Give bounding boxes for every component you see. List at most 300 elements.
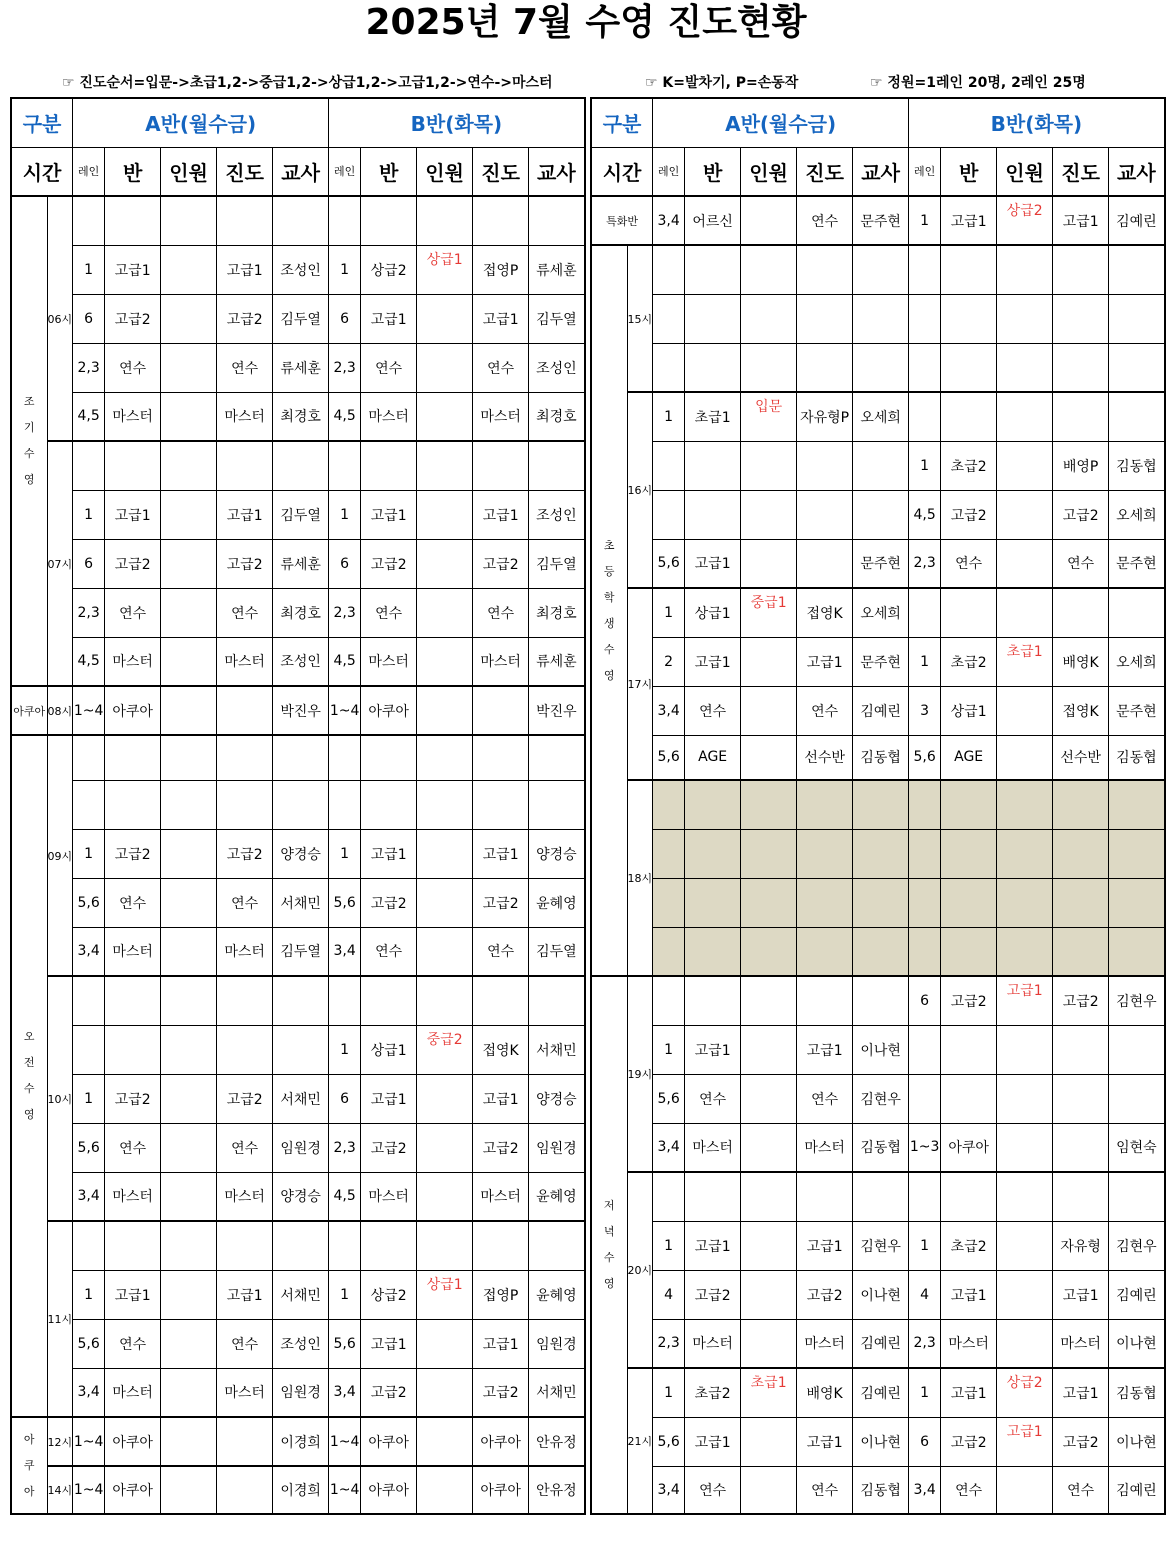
right-a-class-cell: 마스터	[685, 1319, 741, 1368]
time-21: 21시	[627, 1368, 653, 1514]
right-a-lane-cell: 3,4	[653, 1123, 685, 1172]
schedule-table-left	[10, 97, 586, 1515]
left-a-progress-cell	[217, 1221, 273, 1270]
left-b-members-cell	[417, 1466, 473, 1514]
left-a-lane-cell: 1~4	[73, 1466, 105, 1514]
table-row	[591, 1074, 1165, 1123]
left-a-lane-cell: 1	[73, 245, 105, 294]
right-b-teacher-cell: 오세희	[1109, 490, 1165, 539]
right-b-members-cell	[997, 927, 1053, 976]
left-a-teacher-cell	[273, 735, 329, 780]
left-b-teacher-cell: 박진우	[529, 686, 585, 735]
left-b-lane-cell: 1	[329, 490, 361, 539]
left-a-teacher-cell: 조성인	[273, 1319, 329, 1368]
right-b-class-cell	[941, 1172, 997, 1221]
right-b-progress-cell: 고급2	[1053, 490, 1109, 539]
right-b-progress-header: 진도	[1053, 147, 1109, 196]
left-a-teacher-cell	[273, 1221, 329, 1270]
right-b-members-cell	[997, 637, 1053, 686]
right-a-teacher-cell	[853, 780, 909, 829]
right-a-lane-cell: 1	[653, 588, 685, 637]
right-a-class-cell: 연수	[685, 1466, 741, 1514]
right-b-teacher-header: 교사	[1109, 147, 1165, 196]
right-b-class-cell: 고급2	[941, 1417, 997, 1466]
category-elementary-swim: 초 등 학 생 수 영	[591, 245, 627, 976]
left-b-lane-cell: 6	[329, 1074, 361, 1123]
left-a-class-header: A반(월수금)	[73, 98, 329, 147]
left-a-progress-cell: 마스터	[217, 1172, 273, 1221]
left-a-members-cell	[161, 829, 217, 878]
right-b-members-cell	[997, 1172, 1053, 1221]
left-b-class-cell: 상급1	[361, 1025, 417, 1074]
left-b-members-cell	[417, 1270, 473, 1319]
left-a-members-cell	[161, 1221, 217, 1270]
category-aqua-08: 아쿠아	[11, 686, 47, 735]
left-b-class-cell	[361, 196, 417, 245]
right-b-progress-cell: 마스터	[1053, 1319, 1109, 1368]
table-row	[591, 490, 1165, 539]
left-b-members-cell	[417, 1025, 473, 1074]
right-b-teacher-cell: 김동협	[1109, 1368, 1165, 1417]
category-special: 특화반	[591, 196, 653, 245]
left-a-class-cell: 고급2	[105, 294, 161, 343]
right-b-progress-cell: 연수	[1053, 539, 1109, 588]
left-b-progress-cell: 아쿠아	[473, 1417, 529, 1466]
right-b-teacher-cell: 김현우	[1109, 1221, 1165, 1270]
right-b-class-cell: 초급2	[941, 441, 997, 490]
left-b-members-cell	[417, 686, 473, 735]
table-row	[591, 343, 1165, 392]
right-b-progress-cell: 고급1	[1053, 1368, 1109, 1417]
left-b-class-cell: 고급1	[361, 294, 417, 343]
table-row	[591, 441, 1165, 490]
right-b-lane-cell: 2,3	[909, 1319, 941, 1368]
right-a-progress-cell: 연수	[797, 1074, 853, 1123]
right-b-class-cell	[941, 343, 997, 392]
right-a-teacher-cell: 김동협	[853, 1466, 909, 1514]
right-b-teacher-cell	[1109, 1025, 1165, 1074]
left-a-members-cell	[161, 637, 217, 686]
left-a-teacher-cell: 조성인	[273, 245, 329, 294]
left-b-progress-cell: 연수	[473, 927, 529, 976]
left-b-progress-cell	[473, 780, 529, 829]
right-a-members-cell	[741, 1466, 797, 1514]
right-a-lane-cell	[653, 343, 685, 392]
right-b-progress-cell	[1053, 1074, 1109, 1123]
left-a-members-cell	[161, 490, 217, 539]
right-a-progress-cell	[797, 1172, 853, 1221]
right-b-class-cell	[941, 1074, 997, 1123]
table-row	[11, 392, 585, 441]
left-a-progress-cell: 마스터	[217, 392, 273, 441]
right-a-class-cell: 고급2	[685, 1270, 741, 1319]
right-b-lane-cell: 6	[909, 976, 941, 1025]
right-b-members-cell	[997, 245, 1053, 294]
left-b-teacher-cell	[529, 976, 585, 1025]
left-b-members-cell	[417, 245, 473, 294]
time-17: 17시	[627, 588, 653, 780]
left-b-lane-header: 레인	[329, 147, 361, 196]
right-a-teacher-cell: 김현우	[853, 1221, 909, 1270]
left-b-members-cell	[417, 490, 473, 539]
left-b-teacher-cell: 안유정	[529, 1466, 585, 1514]
left-b-teacher-cell	[529, 196, 585, 245]
left-b-teacher-cell: 윤혜영	[529, 878, 585, 927]
table-row	[591, 1172, 1165, 1221]
left-b-progress-cell: 고급2	[473, 878, 529, 927]
table-row	[11, 829, 585, 878]
right-b-teacher-cell: 김예린	[1109, 1270, 1165, 1319]
right-b-class-cell: 마스터	[941, 1319, 997, 1368]
right-a-lane-header: 레인	[653, 147, 685, 196]
left-a-members-cell	[161, 245, 217, 294]
left-b-teacher-cell: 임원경	[529, 1319, 585, 1368]
left-b-lane-cell: 6	[329, 539, 361, 588]
right-a-members-cell	[741, 588, 797, 637]
right-a-lane-cell: 1	[653, 1368, 685, 1417]
table-row	[591, 780, 1165, 829]
left-b-class-cell: 고급2	[361, 1368, 417, 1417]
table-row	[11, 1221, 585, 1270]
right-a-progress-cell	[797, 294, 853, 343]
right-a-teacher-cell	[853, 343, 909, 392]
left-b-members-cell	[417, 780, 473, 829]
left-a-progress-cell: 연수	[217, 1319, 273, 1368]
right-b-lane-cell	[909, 1025, 941, 1074]
left-b-class-cell: 상급2	[361, 245, 417, 294]
table-row	[11, 1466, 585, 1514]
right-a-teacher-cell	[853, 490, 909, 539]
right-b-members-cell	[997, 196, 1053, 245]
time-06: 06시	[47, 196, 73, 441]
left-a-class-cell	[105, 735, 161, 780]
right-b-progress-cell: 배영K	[1053, 637, 1109, 686]
table-row	[11, 780, 585, 829]
left-a-class-cell	[105, 196, 161, 245]
right-a-progress-cell: 연수	[797, 686, 853, 735]
left-a-lane-cell: 1	[73, 1074, 105, 1123]
left-b-teacher-cell: 김두열	[529, 927, 585, 976]
right-b-lane-cell	[909, 1172, 941, 1221]
table-row	[591, 196, 1165, 245]
left-b-progress-cell: 접영P	[473, 1270, 529, 1319]
left-b-lane-cell: 2,3	[329, 588, 361, 637]
left-a-progress-cell	[217, 686, 273, 735]
right-b-lane-cell	[909, 588, 941, 637]
table-row	[11, 588, 585, 637]
right-a-progress-header: 진도	[797, 147, 853, 196]
right-b-class-cell	[941, 780, 997, 829]
right-a-progress-cell: 접영K	[797, 588, 853, 637]
table-row	[591, 976, 1165, 1025]
right-b-teacher-cell: 이나현	[1109, 1417, 1165, 1466]
right-b-progress-cell	[1053, 588, 1109, 637]
right-a-teacher-cell: 이나현	[853, 1417, 909, 1466]
left-b-teacher-cell: 임원경	[529, 1123, 585, 1172]
left-a-progress-cell	[217, 441, 273, 490]
left-a-teacher-cell: 양경승	[273, 1172, 329, 1221]
right-b-class-cell: 연수	[941, 539, 997, 588]
left-a-progress-cell	[217, 1417, 273, 1466]
table-row	[591, 637, 1165, 686]
right-a-teacher-cell	[853, 976, 909, 1025]
table-row	[11, 686, 585, 735]
right-a-class-cell: 마스터	[685, 1123, 741, 1172]
left-a-progress-cell: 연수	[217, 343, 273, 392]
left-b-members-cell	[417, 441, 473, 490]
left-a-members-cell	[161, 441, 217, 490]
left-b-teacher-cell: 최경호	[529, 588, 585, 637]
right-b-members-cell	[997, 294, 1053, 343]
left-b-progress-cell: 연수	[473, 588, 529, 637]
left-a-class-cell: 연수	[105, 588, 161, 637]
left-a-teacher-cell: 이경희	[273, 1466, 329, 1514]
time-12: 12시	[47, 1417, 73, 1466]
right-a-members-cell	[741, 1172, 797, 1221]
right-a-members-cell	[741, 686, 797, 735]
right-b-class-header: B반(화목)	[909, 98, 1165, 147]
left-a-lane-cell: 4,5	[73, 637, 105, 686]
time-07: 07시	[47, 441, 73, 686]
member-note: 고급1	[1006, 983, 1043, 999]
left-b-teacher-cell: 최경호	[529, 392, 585, 441]
right-a-members-cell	[741, 1123, 797, 1172]
right-b-teacher-cell	[1109, 294, 1165, 343]
left-a-members-cell	[161, 1074, 217, 1123]
right-a-progress-cell: 고급2	[797, 1270, 853, 1319]
right-b-members-cell	[997, 686, 1053, 735]
left-b-class-cell: 고급2	[361, 539, 417, 588]
right-b-progress-cell	[1053, 927, 1109, 976]
left-a-class-cell: 고급1	[105, 490, 161, 539]
left-a-members-cell	[161, 1172, 217, 1221]
right-b-lane-cell	[909, 1074, 941, 1123]
right-b-members-cell	[997, 392, 1053, 441]
left-b-teacher-cell: 조성인	[529, 490, 585, 539]
left-a-teacher-cell: 김두열	[273, 294, 329, 343]
left-a-members-cell	[161, 196, 217, 245]
left-b-teacher-cell	[529, 780, 585, 829]
right-a-members-cell	[741, 735, 797, 780]
right-b-teacher-cell	[1109, 392, 1165, 441]
right-a-lane-cell: 5,6	[653, 735, 685, 780]
right-a-teacher-cell: 김예린	[853, 686, 909, 735]
right-b-lane-cell: 3	[909, 686, 941, 735]
left-a-progress-cell: 고급2	[217, 294, 273, 343]
left-a-members-cell	[161, 780, 217, 829]
table-row	[11, 294, 585, 343]
right-b-members-cell	[997, 735, 1053, 780]
right-b-progress-cell	[1053, 829, 1109, 878]
right-a-members-cell	[741, 343, 797, 392]
right-a-progress-cell: 마스터	[797, 1123, 853, 1172]
left-b-class-cell	[361, 780, 417, 829]
table-row	[591, 686, 1165, 735]
left-a-members-cell	[161, 392, 217, 441]
left-a-lane-cell: 1~4	[73, 686, 105, 735]
left-b-teacher-cell: 안유정	[529, 1417, 585, 1466]
left-a-members-cell	[161, 686, 217, 735]
table-row	[591, 392, 1165, 441]
table-row	[591, 1221, 1165, 1270]
right-a-class-header: 반	[685, 147, 741, 196]
left-a-teacher-cell: 박진우	[273, 686, 329, 735]
left-a-teacher-cell: 이경희	[273, 1417, 329, 1466]
right-b-teacher-cell: 이나현	[1109, 1319, 1165, 1368]
table-row	[591, 1319, 1165, 1368]
table-row	[11, 343, 585, 392]
right-a-members-cell	[741, 878, 797, 927]
table-row	[11, 735, 585, 780]
category-aqua: 아 쿠 아	[11, 1417, 47, 1514]
left-a-lane-cell: 3,4	[73, 927, 105, 976]
right-a-teacher-cell: 이나현	[853, 1270, 909, 1319]
left-a-members-header: 인원	[161, 147, 217, 196]
table-row	[591, 294, 1165, 343]
left-b-lane-cell: 1~4	[329, 1417, 361, 1466]
table-row	[591, 1270, 1165, 1319]
table-row	[591, 878, 1165, 927]
left-b-members-cell	[417, 829, 473, 878]
right-b-members-cell	[997, 1123, 1053, 1172]
right-a-members-cell	[741, 245, 797, 294]
member-note: 고급1	[1006, 1423, 1043, 1440]
left-a-progress-cell	[217, 976, 273, 1025]
right-a-class-cell: 상급1	[685, 588, 741, 637]
left-a-lane-cell	[73, 780, 105, 829]
left-a-teacher-cell: 양경승	[273, 829, 329, 878]
right-a-class-cell: 고급1	[685, 637, 741, 686]
left-a-lane-cell	[73, 976, 105, 1025]
left-b-teacher-cell: 양경승	[529, 829, 585, 878]
right-a-teacher-cell: 문주현	[853, 637, 909, 686]
left-a-members-cell	[161, 343, 217, 392]
left-b-progress-cell: 고급2	[473, 1123, 529, 1172]
legend-abbr: ☞ K=발차기, P=손동작	[645, 75, 799, 91]
left-b-teacher-cell: 서채민	[529, 1368, 585, 1417]
left-a-teacher-cell	[273, 976, 329, 1025]
left-b-class-cell: 연수	[361, 343, 417, 392]
left-a-progress-cell: 고급1	[217, 490, 273, 539]
left-b-lane-cell: 3,4	[329, 927, 361, 976]
left-a-lane-cell	[73, 1025, 105, 1074]
right-b-class-cell: 고급1	[941, 1270, 997, 1319]
right-b-class-cell: 고급2	[941, 490, 997, 539]
right-b-progress-cell: 고급1	[1053, 196, 1109, 245]
right-a-progress-cell: 연수	[797, 196, 853, 245]
left-b-class-header: B반(화목)	[329, 98, 585, 147]
right-a-class-cell	[685, 829, 741, 878]
left-a-members-cell	[161, 1025, 217, 1074]
right-b-members-cell	[997, 1025, 1053, 1074]
left-a-lane-cell: 3,4	[73, 1172, 105, 1221]
left-b-progress-cell: 마스터	[473, 392, 529, 441]
left-a-teacher-cell: 최경호	[273, 588, 329, 637]
table-row	[11, 539, 585, 588]
left-b-progress-cell	[473, 735, 529, 780]
right-a-class-cell	[685, 878, 741, 927]
right-b-teacher-cell	[1109, 245, 1165, 294]
left-b-lane-cell	[329, 196, 361, 245]
left-a-progress-cell: 연수	[217, 588, 273, 637]
right-a-teacher-cell	[853, 1172, 909, 1221]
left-b-teacher-cell	[529, 735, 585, 780]
left-a-members-cell	[161, 735, 217, 780]
left-b-progress-header: 진도	[473, 147, 529, 196]
left-a-members-cell	[161, 878, 217, 927]
right-b-class-cell: AGE	[941, 735, 997, 780]
right-b-members-cell	[997, 829, 1053, 878]
right-b-teacher-cell	[1109, 780, 1165, 829]
right-a-members-header: 인원	[741, 147, 797, 196]
left-b-class-cell: 아쿠아	[361, 686, 417, 735]
left-b-lane-cell	[329, 441, 361, 490]
right-a-members-cell	[741, 1319, 797, 1368]
left-b-progress-cell	[473, 686, 529, 735]
left-a-class-cell: 연수	[105, 1123, 161, 1172]
right-b-class-cell	[941, 588, 997, 637]
category-early-swim: 조 기 수 영	[11, 196, 47, 686]
right-b-lane-cell: 4	[909, 1270, 941, 1319]
right-a-lane-cell	[653, 829, 685, 878]
left-b-teacher-header: 교사	[529, 147, 585, 196]
right-b-lane-cell: 6	[909, 1417, 941, 1466]
right-a-class-cell	[685, 780, 741, 829]
right-a-members-cell	[741, 637, 797, 686]
left-b-teacher-cell: 류세훈	[529, 637, 585, 686]
left-a-lane-cell: 2,3	[73, 588, 105, 637]
right-a-teacher-cell: 김동협	[853, 1123, 909, 1172]
left-b-lane-cell: 1	[329, 245, 361, 294]
table-row	[591, 245, 1165, 294]
right-a-lane-cell: 2,3	[653, 1319, 685, 1368]
right-a-lane-cell	[653, 878, 685, 927]
right-a-lane-cell	[653, 294, 685, 343]
left-a-teacher-cell	[273, 780, 329, 829]
left-a-progress-cell	[217, 735, 273, 780]
right-b-progress-cell: 선수반	[1053, 735, 1109, 780]
legend-capacity: ☞ 정원=1레인 20명, 2레인 25명	[870, 75, 1086, 91]
right-a-class-cell	[685, 1172, 741, 1221]
left-b-class-cell: 연수	[361, 927, 417, 976]
left-a-class-cell: 고급2	[105, 539, 161, 588]
right-b-class-header: 반	[941, 147, 997, 196]
table-row	[11, 245, 585, 294]
right-a-teacher-cell	[853, 878, 909, 927]
right-b-class-cell	[941, 829, 997, 878]
left-a-class-cell: 고급2	[105, 829, 161, 878]
right-b-teacher-cell: 김예린	[1109, 1466, 1165, 1514]
right-a-class-cell	[685, 976, 741, 1025]
left-b-teacher-cell: 류세훈	[529, 245, 585, 294]
right-a-progress-cell: 고급1	[797, 1221, 853, 1270]
right-a-lane-cell: 2	[653, 637, 685, 686]
right-a-progress-cell	[797, 780, 853, 829]
left-b-progress-cell: 고급1	[473, 1074, 529, 1123]
left-b-class-cell: 고급2	[361, 1123, 417, 1172]
left-a-members-cell	[161, 1319, 217, 1368]
left-b-class-cell: 고급1	[361, 1319, 417, 1368]
right-a-progress-cell	[797, 539, 853, 588]
right-a-members-cell	[741, 1417, 797, 1466]
left-b-teacher-cell: 조성인	[529, 343, 585, 392]
table-row	[11, 1025, 585, 1074]
member-note: 상급2	[1006, 203, 1043, 219]
right-a-class-cell: 고급1	[685, 539, 741, 588]
right-b-lane-cell: 4,5	[909, 490, 941, 539]
left-a-lane-cell: 5,6	[73, 1123, 105, 1172]
right-a-teacher-cell: 문주현	[853, 196, 909, 245]
